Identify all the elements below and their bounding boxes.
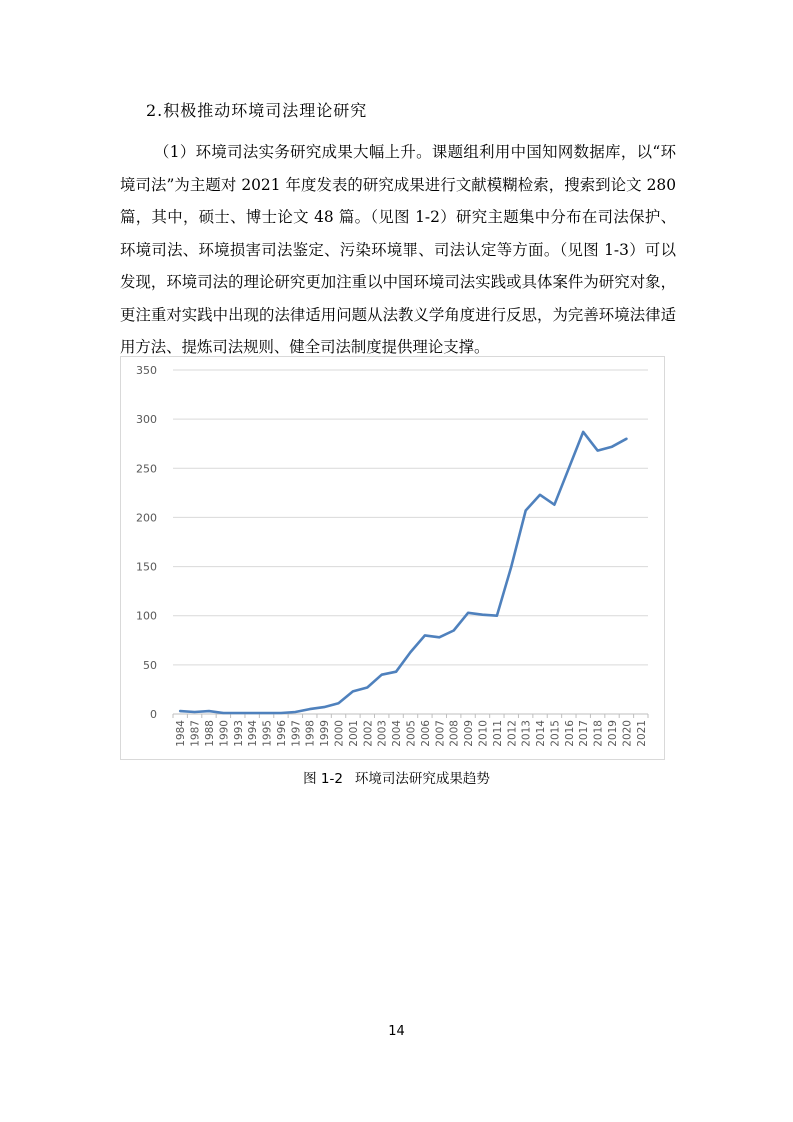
y-tick-label: 300 [136, 413, 157, 427]
x-tick-label: 2002 [362, 720, 375, 747]
x-tick-label: 2020 [621, 720, 634, 747]
x-tick-label: 2006 [419, 720, 432, 747]
y-tick-label: 250 [136, 462, 157, 476]
chart-canvas [121, 357, 664, 759]
body-paragraph: （1）环境司法实务研究成果大幅上升。课题组利用中国知网数据库，以“环境司法”为主题对 2021 年度发表的研究成果进行文献模糊检索，搜索到论文 280 篇，其中，硕士、博士论文 48 篇。（见图 1-2）研究主题集中分布在司法保护、环境司法、环境损害司法鉴定、污染环境罪、司法认定等方面。（见图 1-3）可以发现，环境司法的理论研究更加注重以中国环境司法实践或具体案件为研究对象，更注重对实践中出现的法律适用问题从法教义学角度进行反思，为完善环境法律适用方法、提炼司法规则、健全司法制度提供理论支撑。 [120, 143, 676, 356]
y-tick-label: 150 [136, 560, 157, 574]
x-tick-label: 2010 [477, 720, 490, 747]
x-tick-label: 1994 [247, 720, 260, 747]
x-tick-label: 1993 [232, 720, 245, 747]
x-tick-label: 2019 [607, 720, 620, 747]
page-number: 14 [388, 1024, 405, 1039]
x-tick-label: 2013 [520, 720, 533, 747]
x-tick-label: 1988 [203, 720, 216, 747]
x-tick-label: 2004 [391, 720, 404, 747]
section-heading: 2.积极推动环境司法理论研究 [146, 101, 368, 120]
figure-title: 环境司法研究成果趋势 [354, 771, 490, 787]
x-tick-label: 2000 [333, 720, 346, 747]
x-tick-label: 2009 [463, 720, 476, 747]
x-tick-label: 1999 [319, 720, 332, 747]
x-tick-label: 1996 [275, 720, 288, 747]
x-tick-label: 1995 [261, 720, 274, 747]
x-tick-label: 1997 [290, 720, 303, 747]
line-chart [120, 356, 665, 760]
x-tick-label: 2007 [434, 720, 447, 747]
x-tick-label: 1998 [304, 720, 317, 747]
y-tick-label: 50 [143, 658, 157, 672]
series-line [180, 432, 626, 713]
x-tick-label: 2017 [578, 720, 591, 747]
y-tick-label: 0 [150, 708, 157, 721]
y-tick-label: 200 [136, 511, 157, 525]
x-tick-label: 2008 [448, 720, 461, 747]
y-tick-label: 100 [136, 609, 157, 623]
x-tick-label: 2015 [549, 720, 562, 747]
x-tick-label: 1987 [189, 720, 202, 747]
x-tick-label: 2001 [347, 720, 360, 747]
figure-caption [0, 767, 793, 787]
x-tick-label: 2005 [405, 720, 418, 747]
x-tick-label: 1984 [175, 720, 188, 747]
x-tick-label: 2016 [563, 720, 576, 747]
x-tick-label: 2003 [376, 720, 389, 747]
x-tick-label: 2021 [635, 720, 648, 747]
x-tick-label: 2011 [491, 720, 504, 747]
x-tick-label: 1990 [218, 720, 231, 747]
x-tick-label: 2014 [535, 720, 548, 747]
x-tick-label: 2018 [592, 720, 605, 747]
x-tick-label: 2012 [506, 720, 519, 747]
y-tick-label: 350 [136, 364, 157, 377]
figure-number: 图 1-2 [303, 771, 343, 787]
